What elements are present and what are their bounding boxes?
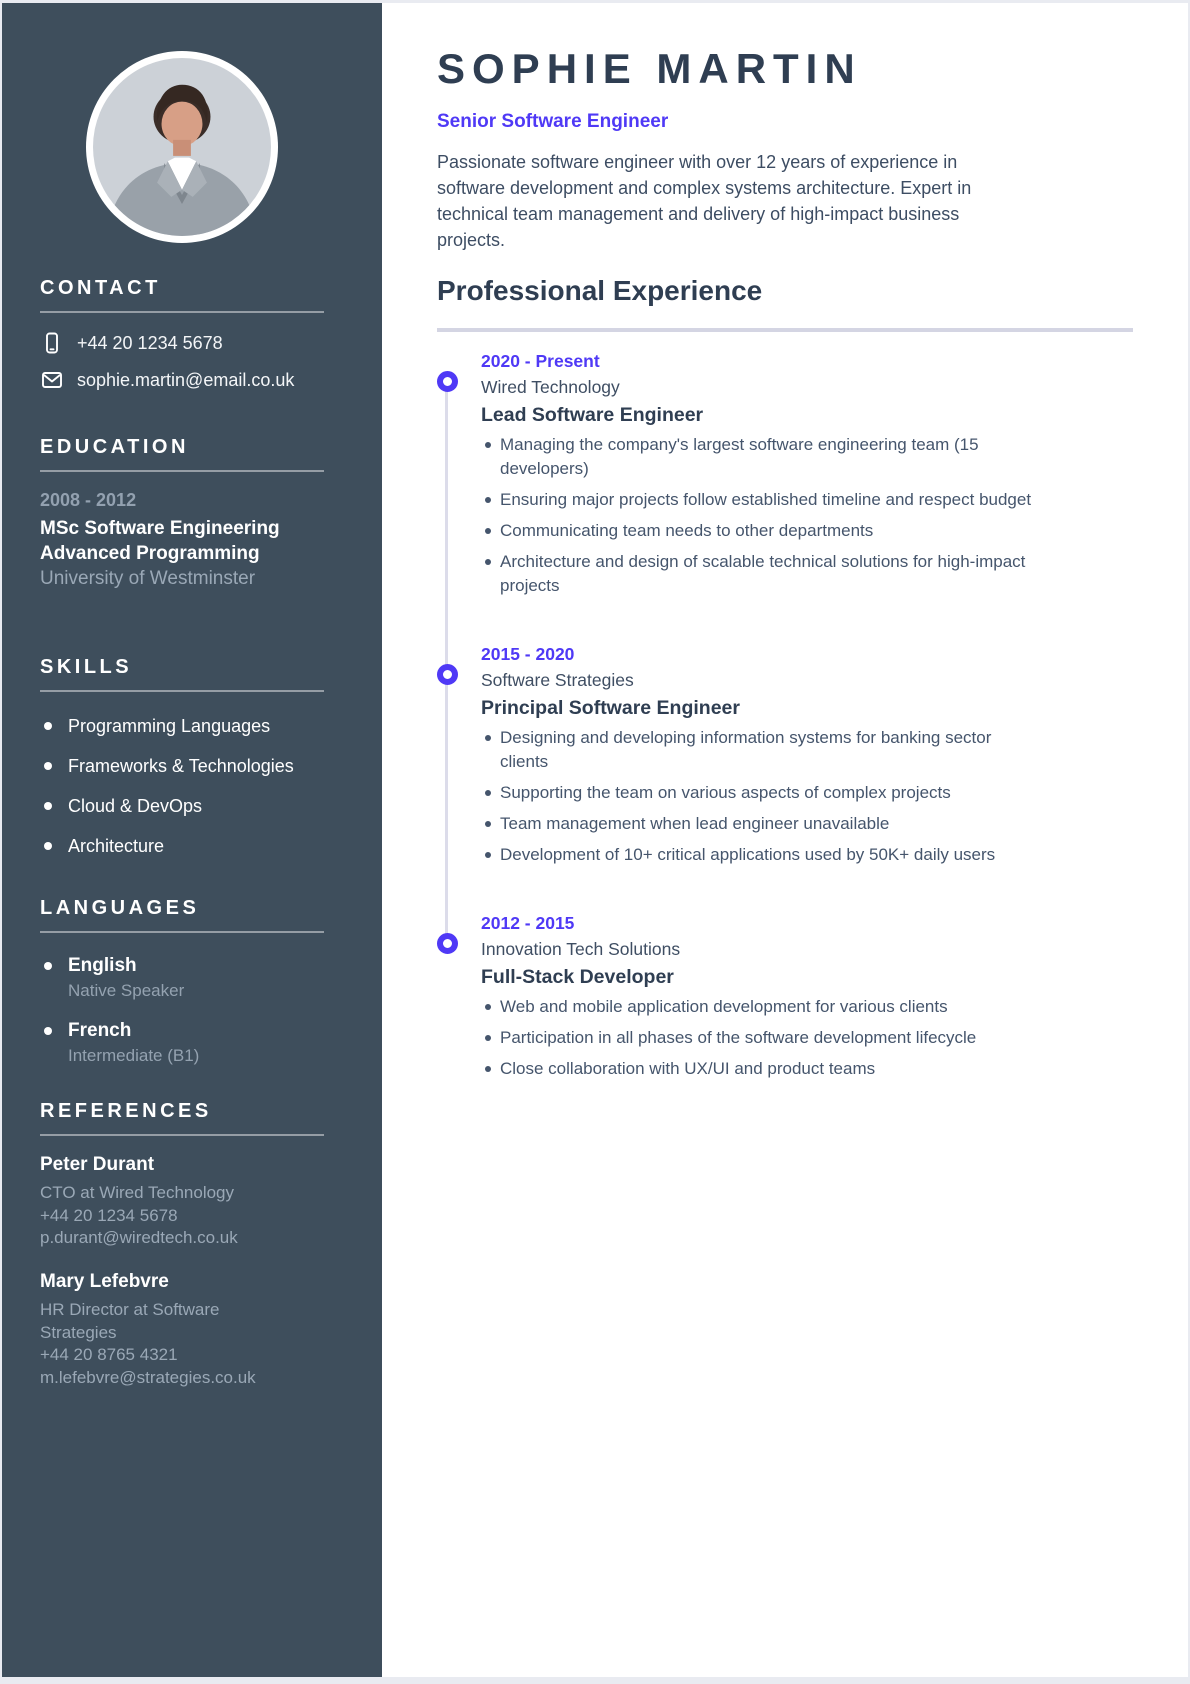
experience-entry xyxy=(481,644,1133,867)
education-section-title: EDUCATION xyxy=(40,436,324,472)
languages-section xyxy=(40,897,324,1066)
bullet-item: Architecture and design of scalable technical solutions for high-impact projects xyxy=(481,550,1041,598)
sidebar xyxy=(2,3,382,1677)
candidate-job-title: Senior Software Engineer xyxy=(437,111,669,132)
phone-row xyxy=(40,331,324,355)
skill-item: Cloud & DevOps xyxy=(40,796,324,817)
education-school: University of Westminster xyxy=(40,568,256,590)
reference-phone: +44 20 1234 5678 xyxy=(40,1205,178,1225)
reference-item xyxy=(40,1271,324,1389)
skills-list xyxy=(40,716,324,857)
entry-bullets xyxy=(481,433,1041,598)
references-section xyxy=(40,1100,324,1389)
reference-role: CTO at Wired Technology xyxy=(40,1183,235,1203)
reference-role: HR Director at Software Strategies xyxy=(40,1300,220,1342)
candidate-name: SOPHIE MARTIN xyxy=(437,45,862,92)
entry-company: Wired Technology xyxy=(481,377,620,397)
bullet-item: Designing and developing information systems for banking sector clients xyxy=(481,726,1041,774)
bullet-item: Managing the company's largest software engineering team (15 developers) xyxy=(481,433,1041,481)
experience-divider xyxy=(437,328,1133,332)
entry-period: 2020 - Present xyxy=(481,351,600,371)
person-portrait-image xyxy=(93,58,271,236)
contact-section xyxy=(40,277,324,392)
entry-bullets xyxy=(481,995,1041,1081)
timeline-dot xyxy=(437,371,458,392)
email-address: sophie.martin@email.co.uk xyxy=(77,369,295,390)
bullet-item: Development of 10+ critical applications used by 50K+ daily users xyxy=(481,843,1041,867)
skills-section xyxy=(40,656,324,857)
reference-item xyxy=(40,1154,324,1249)
entry-period: 2012 - 2015 xyxy=(481,913,575,933)
bullet-item: Communicating team needs to other departments xyxy=(481,519,1041,543)
language-level: Native Speaker xyxy=(68,981,185,1001)
main-content xyxy=(382,3,1188,1677)
language-item xyxy=(40,955,324,1001)
language-name: English xyxy=(68,955,137,977)
phone-icon xyxy=(40,331,64,355)
education-section xyxy=(40,436,324,590)
email-row xyxy=(40,368,324,392)
education-degree-line2: Advanced Programming xyxy=(40,543,260,565)
entry-title: Principal Software Engineer xyxy=(481,697,740,719)
entry-title: Lead Software Engineer xyxy=(481,404,704,426)
reference-phone: +44 20 8765 4321 xyxy=(40,1345,178,1365)
skill-item: Programming Languages xyxy=(40,716,324,737)
bullet-item: Ensuring major projects follow established timeline and respect budget xyxy=(481,488,1041,512)
timeline-line xyxy=(445,383,448,943)
timeline-dot xyxy=(437,664,458,685)
contact-section-title: CONTACT xyxy=(40,277,324,313)
reference-name: Mary Lefebvre xyxy=(40,1271,169,1293)
entry-title: Full-Stack Developer xyxy=(481,966,674,988)
bullet-item: Web and mobile application development for various clients xyxy=(481,995,1041,1019)
languages-section-title: LANGUAGES xyxy=(40,897,324,933)
entry-company: Software Strategies xyxy=(481,670,634,690)
reference-name: Peter Durant xyxy=(40,1154,155,1176)
language-level: Intermediate (B1) xyxy=(68,1046,200,1066)
references-section-title: REFERENCES xyxy=(40,1100,324,1136)
entry-period: 2015 - 2020 xyxy=(481,644,575,664)
reference-email: p.durant@wiredtech.co.uk xyxy=(40,1228,238,1248)
phone-number: +44 20 1234 5678 xyxy=(77,332,223,353)
bullet-item: Team management when lead engineer unavailable xyxy=(481,812,1041,836)
bullet-item: Supporting the team on various aspects of complex projects xyxy=(481,781,1041,805)
resume-page xyxy=(2,3,1188,1677)
skill-item: Frameworks & Technologies xyxy=(40,756,324,777)
language-item xyxy=(40,1020,324,1066)
education-degree-line1: MSc Software Engineering xyxy=(40,518,280,539)
profile-photo xyxy=(86,51,278,243)
language-name: French xyxy=(68,1020,132,1042)
entry-bullets xyxy=(481,726,1041,867)
experience-heading: Professional Experience xyxy=(437,275,763,306)
skills-section-title: SKILLS xyxy=(40,656,324,692)
summary-text: Passionate software engineer with over 12 years of experience in software development and complex systems architecture. Expert in technical team management and delivery of high-impact business projects. xyxy=(437,152,972,250)
skill-item: Architecture xyxy=(40,836,324,857)
languages-list xyxy=(40,955,324,1066)
email-icon xyxy=(40,368,64,392)
experience-entry xyxy=(481,913,1133,1081)
experience-entry xyxy=(481,351,1133,598)
reference-email: m.lefebvre@strategies.co.uk xyxy=(40,1367,256,1387)
bullet-item: Close collaboration with UX/UI and product teams xyxy=(481,1057,1041,1081)
experience-timeline xyxy=(437,351,1133,1081)
entry-company: Innovation Tech Solutions xyxy=(481,939,681,959)
education-period: 2008 - 2012 xyxy=(40,490,137,510)
timeline-dot xyxy=(437,933,458,954)
bullet-item: Participation in all phases of the software development lifecycle xyxy=(481,1026,1041,1050)
